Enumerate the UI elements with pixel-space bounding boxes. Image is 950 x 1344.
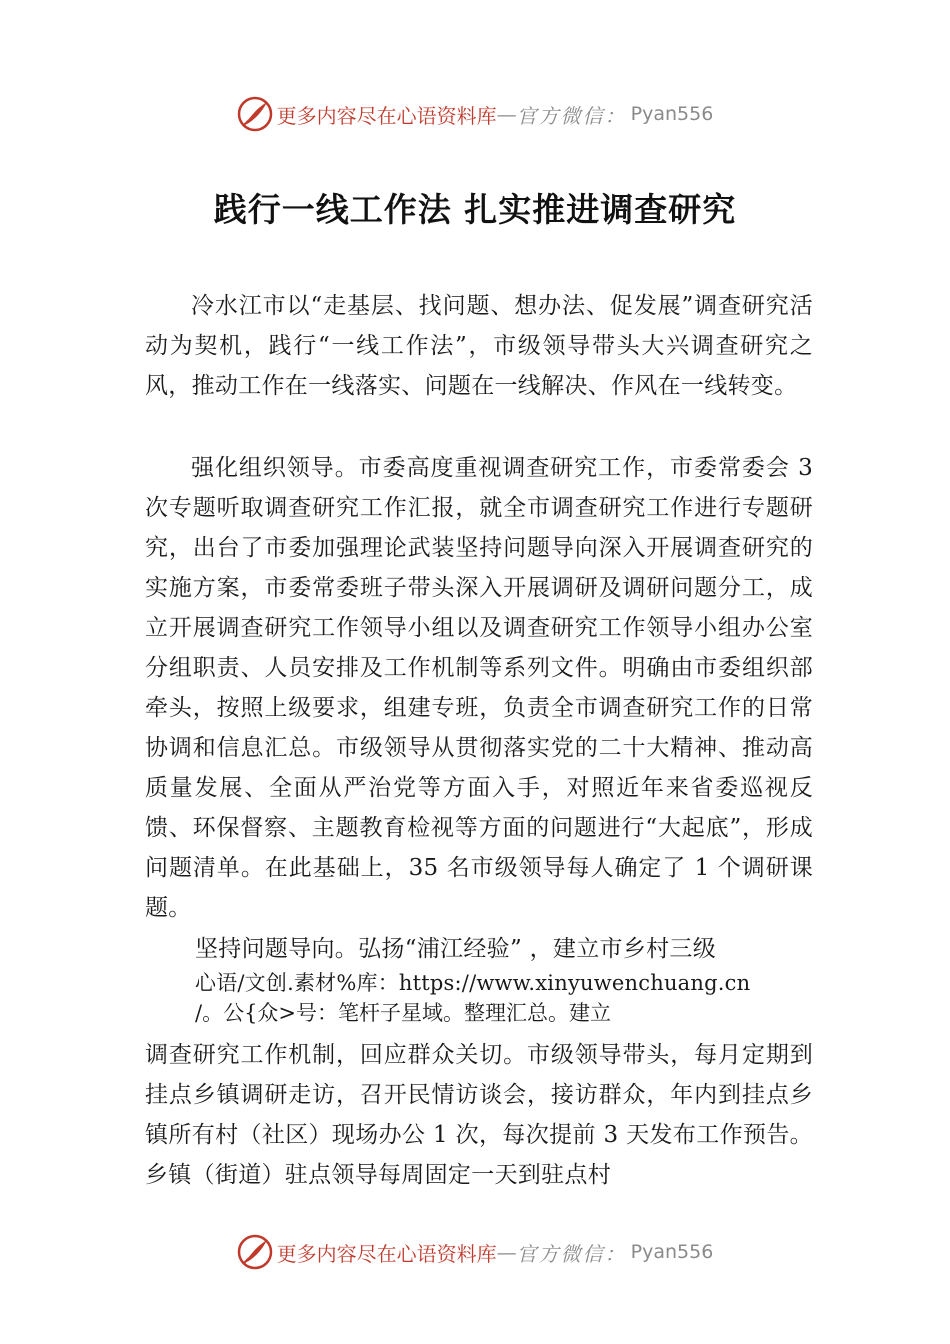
inserted-url-line: 心语/文创.素材%库：https://www.xinyuwenchuang.cn (195, 971, 751, 995)
watermark-label: 官方微信： (516, 1241, 627, 1266)
watermark-separator: — (496, 1240, 517, 1264)
paragraph-3-rest: 调查研究工作机制，回应群众关切。市级领导带头，每月定期到挂点乡镇调研走访，召开民情访谈会，接访群众，年内到挂点乡镇所有村（社区）现场办公 1 次，每次提前 3 天发布工作预告。乡镇（街道）驻点领导每周固定一天到驻点村 (145, 1042, 813, 1188)
paragraph-2: 强化组织领导。市委高度重视调查研究工作，市委常委会 3 次专题听取调查研究工作汇报，就全市调查研究工作进行专题研究，出台了市委加强理论武装坚持问题导向深入开展调查研究的实施方案，市委常委班子带头深入开展调研及调研问题分工，成立开展调查研究工作领导小组以及调查研究工作领导小组办公室分组职责、人员安排及工作机制等系列文件。明确由市委组织部牵头，按照上级要求，组建专班，负责全市调查研究工作的日常协调和信息汇总。市级领导从贯彻落实党的二十大精神、推动高质量发展、全面从严治党等方面入手，对照近年来省委巡视反馈、环保督察、主题教育检视等方面的问题进行“大起底”，形成问题清单。在此基础上，35 名市级领导每人确定了 1 个调研课题。 (145, 455, 813, 921)
watermark-wechat-id: Pyan556 (630, 1241, 714, 1263)
paragraph-1: 冷水江市以“走基层、找问题、想办法、促发展”调查研究活动为契机，践行“一线工作法”，市级领导带头大兴调查研究之风，推动工作在一线落实、问题在一线解决、作风在一线转变。 (145, 293, 813, 399)
inserted-source-line: /。公{众>号：笔杆子星域。整理汇总。建立 (195, 1001, 612, 1025)
watermark-brand: 更多内容尽在心语资料库 (276, 1241, 497, 1266)
watermark-wechat-id: Pyan556 (630, 103, 714, 125)
watermark-label: 官方微信： (516, 103, 627, 128)
watermark-brand: 更多内容尽在心语资料库 (276, 103, 497, 128)
footer-watermark (0, 1232, 950, 1272)
document-title: 践行一线工作法 扎实推进调查研究 (213, 190, 737, 229)
watermark-separator: — (496, 102, 517, 126)
paragraph-3-start: 坚持问题导向。弘扬“浦江经验” ，建立市乡村三级 (195, 936, 717, 962)
header-watermark (0, 94, 950, 134)
feather-pen-logo-icon (237, 1234, 273, 1270)
feather-pen-logo-icon (237, 96, 273, 132)
